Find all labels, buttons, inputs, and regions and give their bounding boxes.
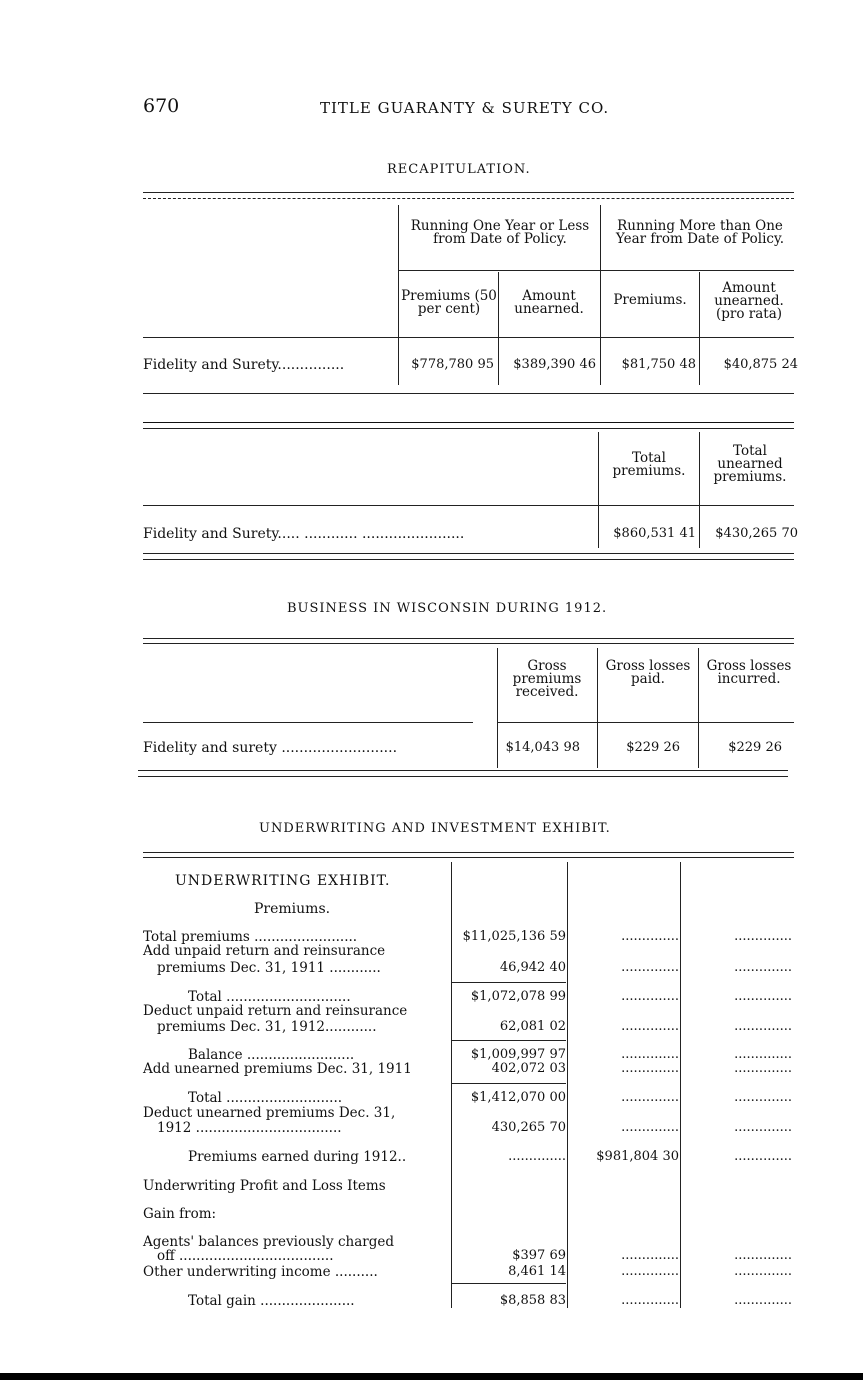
rule [398,205,399,385]
recap-value: $778,780 95 [411,357,494,372]
exhibit-cell-c1: 402,072 03 [491,1062,566,1076]
exhibit-cell-c3: .............. [734,930,792,944]
rule [600,205,601,385]
totals-value: $430,265 70 [715,526,798,541]
rule [567,862,568,1308]
rule [138,770,788,771]
wisconsin-value: $229 26 [728,740,782,755]
exhibit-row-label: Add unpaid return and reinsurance [143,943,386,959]
recap-title: RECAPITULATION. [387,162,531,177]
rule [143,638,794,639]
wisconsin-col-losses-incurred: Gross losses incurred. [706,658,792,687]
wisconsin-title: BUSINESS IN WISCONSIN DURING 1912. [287,601,608,616]
exhibit-cell-c2: .............. [621,1091,679,1105]
recap-value: $81,750 48 [621,357,696,372]
totals-row-label: Fidelity and Surety..... ............ ....................... [143,526,465,542]
wisconsin-col-losses-paid: Gross losses paid. [605,658,691,687]
running-head: TITLE GUARANTY & SURETY CO. [320,99,610,117]
rule [452,982,566,983]
page-edge [0,1373,863,1380]
rule [497,722,794,723]
rule [143,852,794,853]
exhibit-cell-c3: .............. [734,990,792,1004]
recap-col-premiums: Premiums. [613,292,687,308]
rule [452,1040,566,1041]
exhibit-cell-c1: $1,009,997 97 [470,1048,566,1062]
rule [698,648,699,768]
exhibit-row-label: premiums Dec. 31, 1912............ [157,1019,377,1035]
exhibit-cell-c1: $1,412,070 00 [470,1091,566,1105]
exhibit-cell-c2: .............. [621,930,679,944]
exhibit-subtitle: UNDERWRITING EXHIBIT. [175,873,391,889]
rule [143,192,794,193]
exhibit-row-label: Total gain ...................... [188,1293,355,1309]
recap-col-premiums-50: Premiums (50 per cent) [401,288,497,317]
recap-col-amount-unearned-pro-rata: Amount unearned. (pro rata) [714,280,784,322]
exhibit-row-label: Balance ......................... [188,1047,355,1063]
premiums-heading: Premiums. [254,901,331,917]
exhibit-cell-c2: .............. [621,990,679,1004]
exhibit-cell-c2: .............. [621,1048,679,1062]
wisconsin-row-label: Fidelity and surety .......................... [143,740,398,756]
recap-col-amount-unearned: Amount unearned. [514,288,584,317]
rule [143,393,794,394]
totals-col-premiums: Total premiums. [612,450,686,479]
rule [143,428,794,429]
exhibit-cell-c2: .............. [621,1265,679,1279]
rule [143,857,794,858]
exhibit-cell-c1: 62,081 02 [499,1020,566,1034]
exhibit-cell-c3: .............. [734,1020,792,1034]
rule [498,272,499,385]
rule [699,432,700,548]
exhibit-cell-c2: .............. [621,961,679,975]
exhibit-cell-c2: .............. [621,1121,679,1135]
rule [451,862,452,1308]
rule [143,337,794,338]
rule [597,648,598,768]
exhibit-title: UNDERWRITING AND INVESTMENT EXHIBIT. [259,821,611,836]
rule [143,559,794,560]
rule [143,198,794,199]
rule [680,862,681,1308]
exhibit-cell-c1: 430,265 70 [491,1121,566,1135]
exhibit-cell-c3: .............. [734,1294,792,1308]
exhibit-row-label: Add unearned premiums Dec. 31, 1911 [143,1061,412,1077]
exhibit-cell-c1: .............. [508,1150,566,1164]
rule [143,505,794,506]
exhibit-cell-c3: .............. [734,1150,792,1164]
exhibit-cell-c2: $981,804 30 [596,1150,679,1164]
exhibit-cell-c1: $11,025,136 59 [462,930,566,944]
rule [598,432,599,548]
rule [143,422,794,423]
exhibit-row-label: Total ........................... [188,1090,343,1106]
exhibit-row-label: Total ............................. [188,989,351,1005]
exhibit-row-label: Other underwriting income .......... [143,1264,378,1280]
exhibit-cell-c2: .............. [621,1062,679,1076]
exhibit-cell-c3: .............. [734,961,792,975]
rule [699,272,700,385]
rule [452,1283,566,1284]
page-number: 670 [143,95,180,117]
exhibit-row-label: Premiums earned during 1912.. [188,1149,407,1165]
exhibit-cell-c3: .............. [734,1249,792,1263]
exhibit-cell-c1: $1,072,078 99 [470,990,566,1004]
exhibit-cell-c2: .............. [621,1294,679,1308]
exhibit-cell-c3: .............. [734,1048,792,1062]
rule [398,270,794,271]
exhibit-row-label: Deduct unpaid return and reinsurance [143,1003,408,1019]
rule [143,722,473,723]
rule [143,553,794,554]
rule [497,648,498,768]
totals-col-unearned: Total unearned premiums. [713,443,787,485]
recap-group2-header: Running More than One Year from Date of Policy. [615,218,785,247]
rule [143,643,794,644]
exhibit-cell-c1: $397 69 [512,1249,566,1263]
exhibit-cell-c3: .............. [734,1091,792,1105]
exhibit-cell-c2: .............. [621,1249,679,1263]
exhibit-row-label: off .................................... [157,1248,334,1264]
wisconsin-value: $14,043 98 [505,740,580,755]
exhibit-row-label: Underwriting Profit and Loss Items [143,1178,386,1194]
wisconsin-value: $229 26 [626,740,680,755]
exhibit-row-label: Gain from: [143,1206,217,1222]
wisconsin-col-gross-premiums: Gross premiums received. [512,658,582,700]
exhibit-row-label: Total premiums ........................ [143,929,358,945]
recap-row-label: Fidelity and Surety............... [143,357,345,373]
exhibit-row-label: Deduct unearned premiums Dec. 31, [143,1105,396,1121]
rule [138,776,788,777]
exhibit-cell-c3: .............. [734,1062,792,1076]
exhibit-cell-c3: .............. [734,1121,792,1135]
exhibit-cell-c1: $8,858 83 [499,1294,566,1308]
recap-group1-header: Running One Year or Less from Date of Policy. [410,218,590,247]
totals-value: $860,531 41 [613,526,696,541]
exhibit-row-label: premiums Dec. 31, 1911 ............ [157,960,381,976]
exhibit-row-label: 1912 .................................. [157,1120,342,1136]
recap-value: $40,875 24 [723,357,798,372]
exhibit-cell-c1: 46,942 40 [499,961,566,975]
exhibit-row-label: Agents' balances previously charged [143,1234,394,1250]
rule [452,1083,566,1084]
exhibit-cell-c3: .............. [734,1265,792,1279]
exhibit-cell-c2: .............. [621,1020,679,1034]
recap-value: $389,390 46 [513,357,596,372]
exhibit-cell-c1: 8,461 14 [508,1265,566,1279]
